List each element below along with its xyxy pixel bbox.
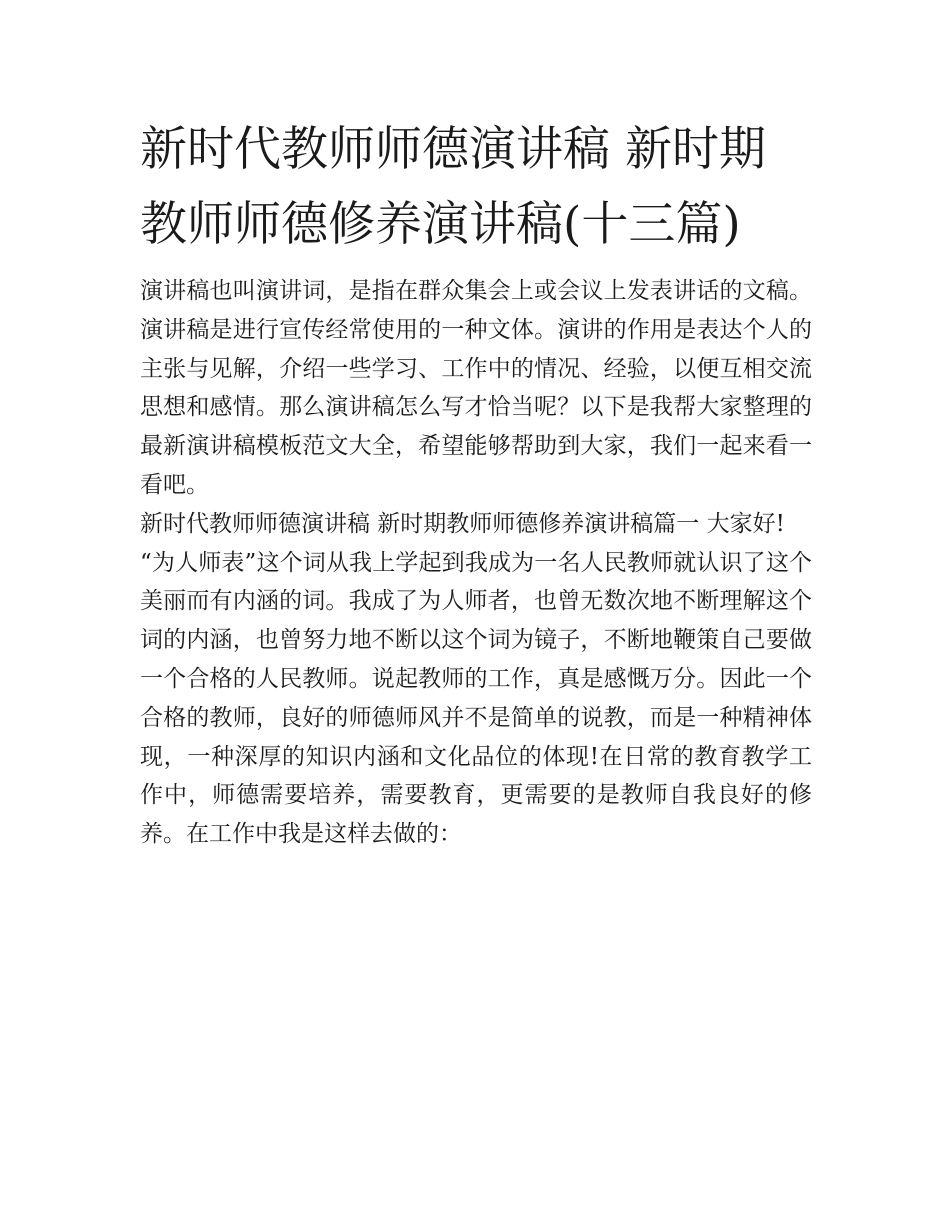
document-page	[140, 112, 812, 854]
body-paragraph: “为人师表”这个词从我上学起到我成为一名人民教师就认识了这个美丽而有内涵的词。我成了为人师者，也曾无数次地不断理解这个词的内涵，也曾努力地不断以这个词为镜子，不断地鞭策自己要做一个合格的人民教师。说起教师的工作，真是感慨万分。因此一个合格的教师，良好的师德师风并不是简单的说教，而是一种精神体现，一种深厚的知识内涵和文化品位的体现!在日常的教育教学工作中，师德需要培养，需要教育，更需要的是教师自我良好的修养。在工作中我是这样去做的：	[140, 549, 812, 848]
section-heading-paragraph: 新时代教师师德演讲稿 新时期教师师德修养演讲稿篇一 大家好!	[140, 510, 785, 537]
document-title: 新时代教师师德演讲稿 新时期教师师德修养演讲稿(十三篇)	[140, 122, 766, 252]
intro-paragraph: 演讲稿也叫演讲词，是指在群众集会上或会议上发表讲话的文稿。演讲稿是进行宣传经常使用的一种文体。演讲的作用是表达个人的主张与见解，介绍一些学习、工作中的情况、经验，以便互相交流思想和感情。那么演讲稿怎么写才恰当呢？以下是我帮大家整理的最新演讲稿模板范文大全，希望能够帮助到大家，我们一起来看一看吧。	[140, 278, 812, 498]
